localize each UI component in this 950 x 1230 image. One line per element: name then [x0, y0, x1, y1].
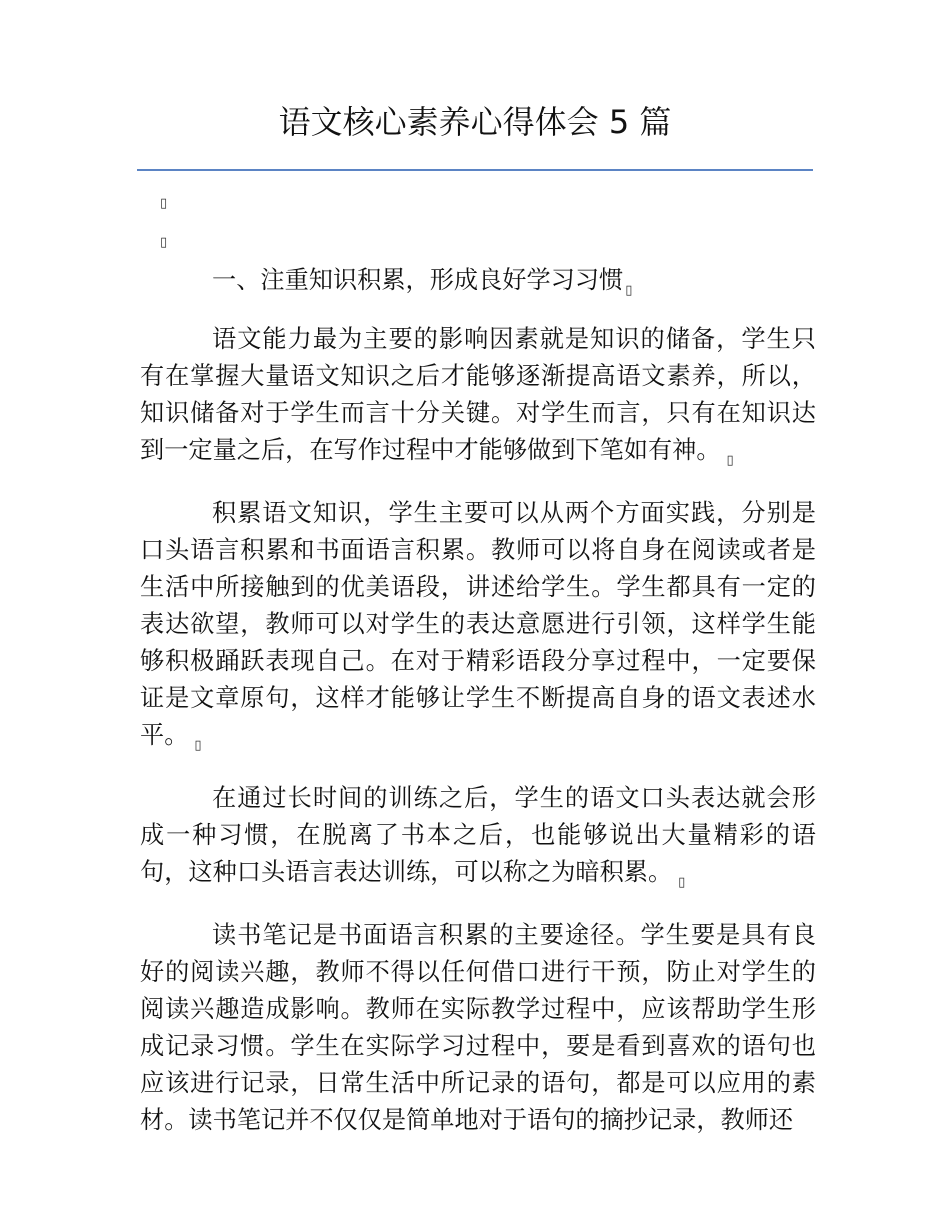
document-title: 语文核心素养心得体会 5 篇	[278, 103, 672, 141]
paragraph-mark: ▯	[726, 453, 734, 468]
title-underline	[137, 169, 813, 171]
paragraph-text: 语文能力最为主要的影响因素就是知识的储备，学生只有在掌握大量语文知识之后才能够逐渐提高语文素养，所以，知识储备对于学生而言十分关键。对学生而言，只有在知识达到一定量之后，在写作过程中才能够做到下笔如有神。	[140, 325, 816, 464]
paragraph-mark: ▯	[678, 875, 686, 890]
paragraph-text: 读书笔记是书面语言积累的主要途径。学生要是具有良好的阅读兴趣，教师不得以任何借口进行干预，防止对学生的阅读兴趣造成影响。教师在实际教学过程中，应该帮助学生形成记录习惯。学生在实际学习过程中，要是看到喜欢的语句也应该进行记录，日常生活中所记录的语句，都是可以应用的素材。读书笔记并不仅仅是简单地对于语句的摘抄记录，教师还	[140, 921, 816, 1134]
body-paragraph	[140, 495, 816, 764]
paragraph-mark: ▯	[194, 738, 202, 753]
section-heading	[140, 262, 816, 309]
paragraph-text: 在通过长时间的训练之后，学生的语文口头表达就会形成一种习惯，在脱离了书本之后，也能够说出大量精彩的语句，这种口头语言表达训练，可以称之为暗积累。	[140, 784, 816, 886]
body-paragraph	[140, 321, 816, 479]
document-body	[140, 262, 816, 1155]
body-paragraph	[140, 780, 816, 901]
paragraph-mark: ▯	[625, 283, 633, 298]
empty-paragraph-mark: ▯	[160, 235, 168, 250]
paragraph-text: 积累语文知识，学生主要可以从两个方面实践，分别是口头语言积累和书面语言积累。教师可以将自身在阅读或者是生活中所接触到的优美语段，讲述给学生。学生都具有一定的表达欲望，教师可以对学生的表达意愿进行引领，这样学生能够积极踊跃表现自己。在对于精彩语段分享过程中，一定要保证是文章原句，这样才能够让学生不断提高自身的语文表述水平。	[140, 499, 816, 749]
empty-paragraph-mark: ▯	[160, 196, 168, 211]
section-heading-text: 一、注重知识积累，形成良好学习习惯	[212, 266, 624, 294]
body-paragraph	[140, 917, 816, 1139]
